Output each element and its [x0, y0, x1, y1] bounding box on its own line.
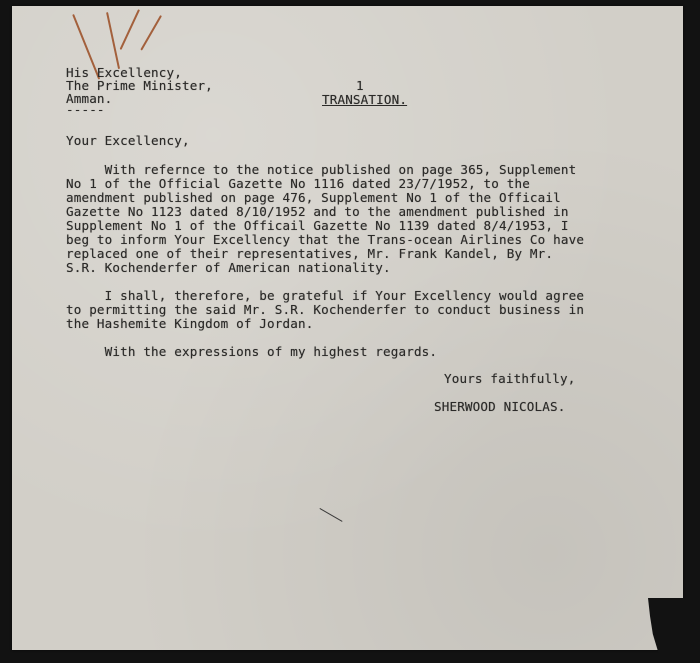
- body-line: to permitting the said Mr. S.R. Kochenderfer to conduct business in: [66, 302, 585, 317]
- rust-stain: [120, 9, 140, 50]
- signature: SHERWOOD NICOLAS.: [434, 399, 566, 414]
- body-line: With the expressions of my highest regards.: [66, 344, 438, 359]
- body-line: S.R. Kochenderfer of American nationality.: [66, 260, 391, 275]
- body-line: Supplement No 1 of the Officail Gazette No 1139 dated 8/4/1953, I: [66, 218, 569, 233]
- document-title: TRANSATION.: [322, 92, 408, 107]
- recipient-address-line: His Excellency,: [66, 65, 182, 80]
- recipient-address-line: Amman.: [66, 91, 113, 106]
- body-line: With refernce to the notice published on page 365, Supplement: [66, 162, 577, 177]
- closing: Yours faithfully,: [444, 371, 576, 386]
- address-rule: -----: [66, 102, 105, 117]
- body-line: No 1 of the Official Gazette No 1116 dated 23/7/1952, to the: [66, 176, 530, 191]
- page-number: 1: [356, 78, 364, 93]
- recipient-address-line: The Prime Minister,: [66, 78, 213, 93]
- body-line: I shall, therefore, be grateful if Your Excellency would agree: [66, 288, 585, 303]
- document-sheet: [12, 6, 683, 650]
- rust-stain: [106, 12, 120, 69]
- stray-mark: [320, 508, 343, 522]
- salutation: Your Excellency,: [66, 133, 190, 148]
- body-line: beg to inform Your Excellency that the Trans-ocean Airlines Co have: [66, 232, 585, 247]
- body-line: the Hashemite Kingdom of Jordan.: [66, 316, 314, 331]
- body-line: Gazette No 1123 dated 8/10/1952 and to the amendment published in: [66, 204, 569, 219]
- rust-stain: [140, 15, 162, 51]
- body-line: amendment published on page 476, Supplement No 1 of the Officail: [66, 190, 561, 205]
- body-line: replaced one of their representatives, Mr. Frank Kandel, By Mr.: [66, 246, 554, 261]
